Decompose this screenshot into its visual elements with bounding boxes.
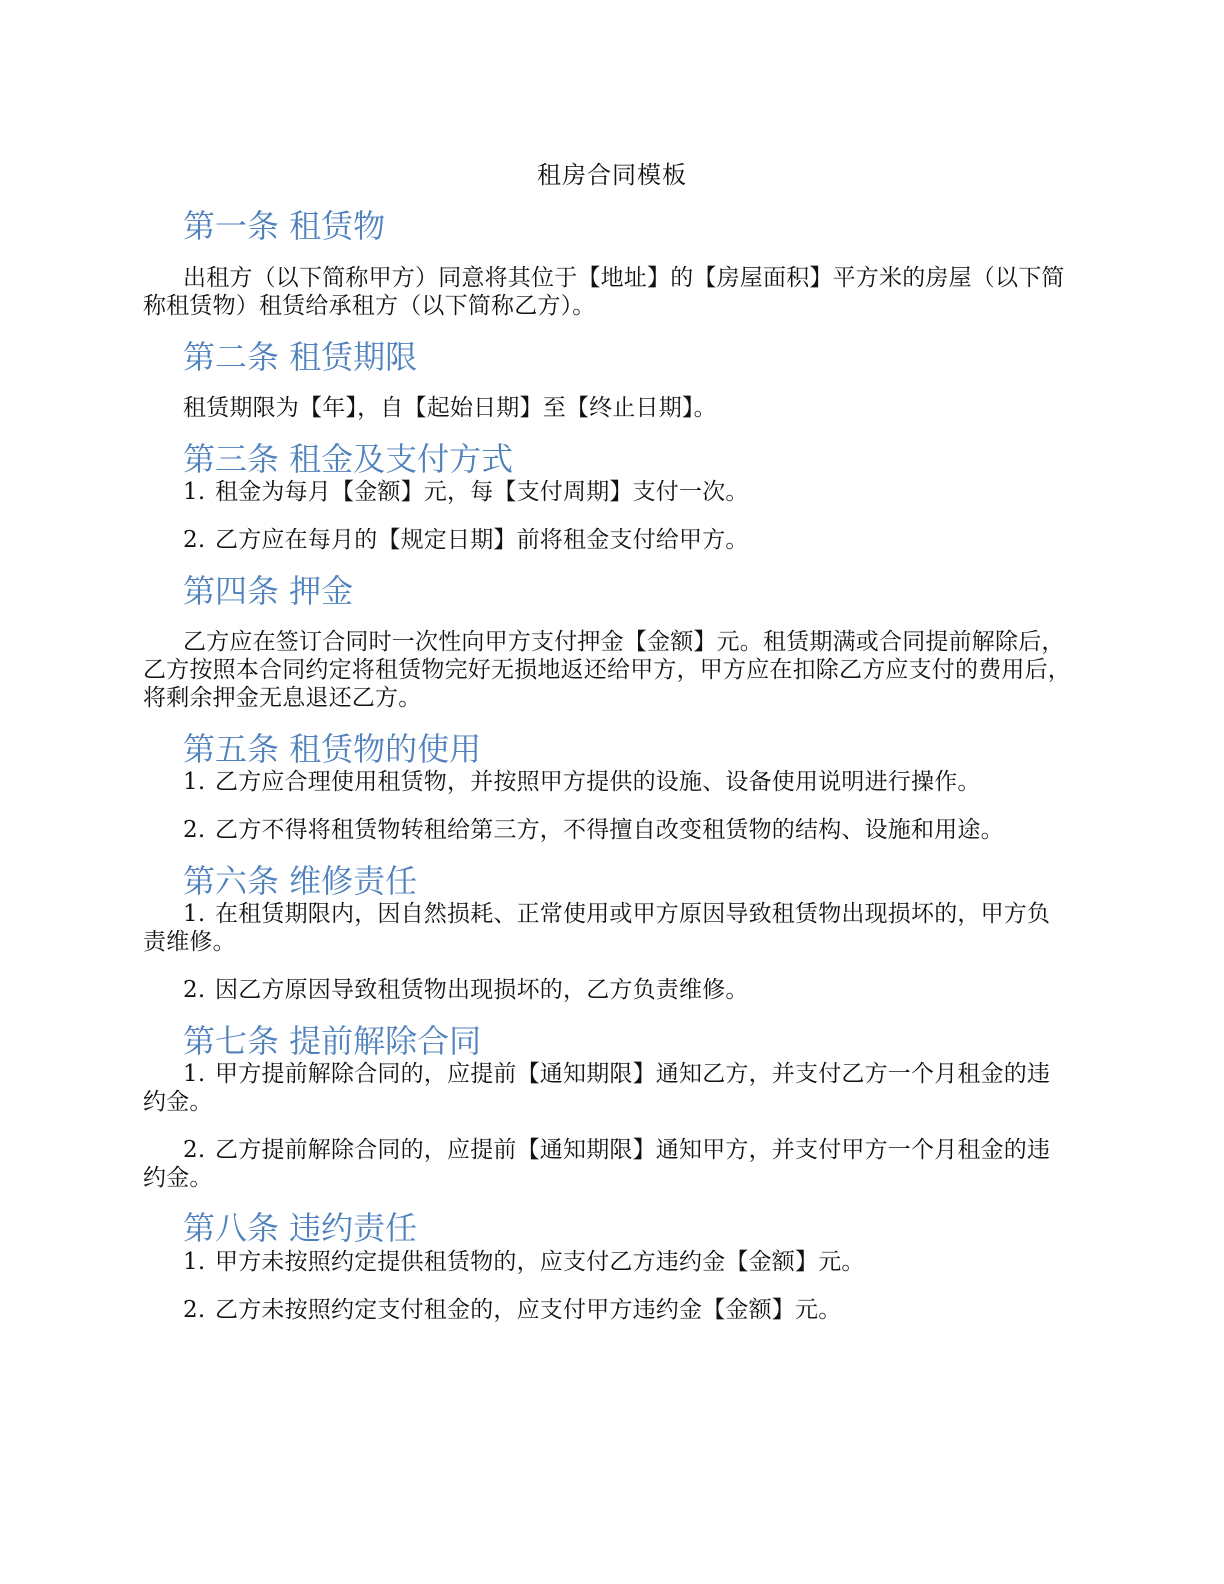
section-heading-6: 第六条 维修责任	[183, 862, 418, 900]
section-paragraph-4: 乙方应在签订合同时一次性向甲方支付押金【金额】元。租赁期满或合同提前解除后，乙方按照本合同约定将租赁物完好无损地返还给甲方，甲方应在扣除乙方应支付的费用后，将剩余押金无息退还乙方。	[143, 629, 1071, 711]
list-item-number: 2.	[183, 817, 206, 843]
list-item	[143, 1248, 1073, 1276]
list-item-text: 乙方不得将租赁物转租给第三方，不得擅自改变租赁物的结构、设施和用途。	[215, 817, 1004, 843]
section-heading-4: 第四条 押金	[183, 572, 354, 610]
section-heading-5: 第五条 租赁物的使用	[183, 730, 482, 768]
section-heading-7: 第七条 提前解除合同	[183, 1022, 482, 1060]
list-item-number: 1.	[183, 1061, 206, 1087]
list-item-text: 乙方未按照约定支付租金的，应支付甲方违约金【金额】元。	[215, 1297, 842, 1323]
list-item-text: 甲方提前解除合同的，应提前【通知期限】通知乙方，并支付乙方一个月租金的违约金。	[143, 1061, 1051, 1115]
list-item-text: 租金为每月【金额】元，每【支付周期】支付一次。	[215, 479, 749, 505]
list-item	[143, 816, 1073, 844]
list-item	[143, 478, 1073, 506]
section-paragraph-2: 租赁期限为【年】，自【起始日期】至【终止日期】。	[183, 395, 717, 421]
list-item-number: 1.	[183, 769, 206, 795]
list-item	[143, 976, 1073, 1004]
section-heading-2: 第二条 租赁期限	[183, 338, 418, 376]
list-item	[143, 1296, 1073, 1324]
section-heading-1: 第一条 租赁物	[183, 207, 386, 245]
list-item-number: 2.	[183, 1137, 206, 1163]
list-item-number: 2.	[183, 527, 206, 553]
section-paragraph-1: 出租方（以下简称甲方）同意将其位于【地址】的【房屋面积】平方米的房屋（以下简称租赁物）租赁给承租方（以下简称乙方）。	[143, 265, 1065, 319]
list-item	[143, 900, 1073, 956]
list-item-text: 乙方应合理使用租赁物，并按照甲方提供的设施、设备使用说明进行操作。	[215, 769, 981, 795]
list-item-number: 1.	[183, 479, 206, 505]
list-item-text: 在租赁期限内，因自然损耗、正常使用或甲方原因导致租赁物出现损坏的，甲方负责维修。	[143, 901, 1051, 955]
section-heading-8: 第八条 违约责任	[183, 1209, 418, 1247]
list-item-text: 乙方提前解除合同的，应提前【通知期限】通知甲方，并支付甲方一个月租金的违约金。	[143, 1137, 1051, 1191]
list-item-text: 甲方未按照约定提供租赁物的，应支付乙方违约金【金额】元。	[215, 1249, 865, 1275]
list-item-number: 2.	[183, 1297, 206, 1323]
list-item	[143, 1136, 1073, 1192]
list-item-text: 乙方应在每月的【规定日期】前将租金支付给甲方。	[215, 527, 749, 553]
section-heading-3: 第三条 租金及支付方式	[183, 440, 514, 478]
list-item-number: 1.	[183, 1249, 206, 1275]
list-item	[143, 526, 1073, 554]
list-item-text: 因乙方原因导致租赁物出现损坏的，乙方负责维修。	[215, 977, 749, 1003]
document-title: 租房合同模板	[537, 161, 687, 189]
list-item	[143, 768, 1073, 796]
list-item-number: 1.	[183, 901, 206, 927]
list-item-number: 2.	[183, 977, 206, 1003]
list-item	[143, 1060, 1073, 1116]
